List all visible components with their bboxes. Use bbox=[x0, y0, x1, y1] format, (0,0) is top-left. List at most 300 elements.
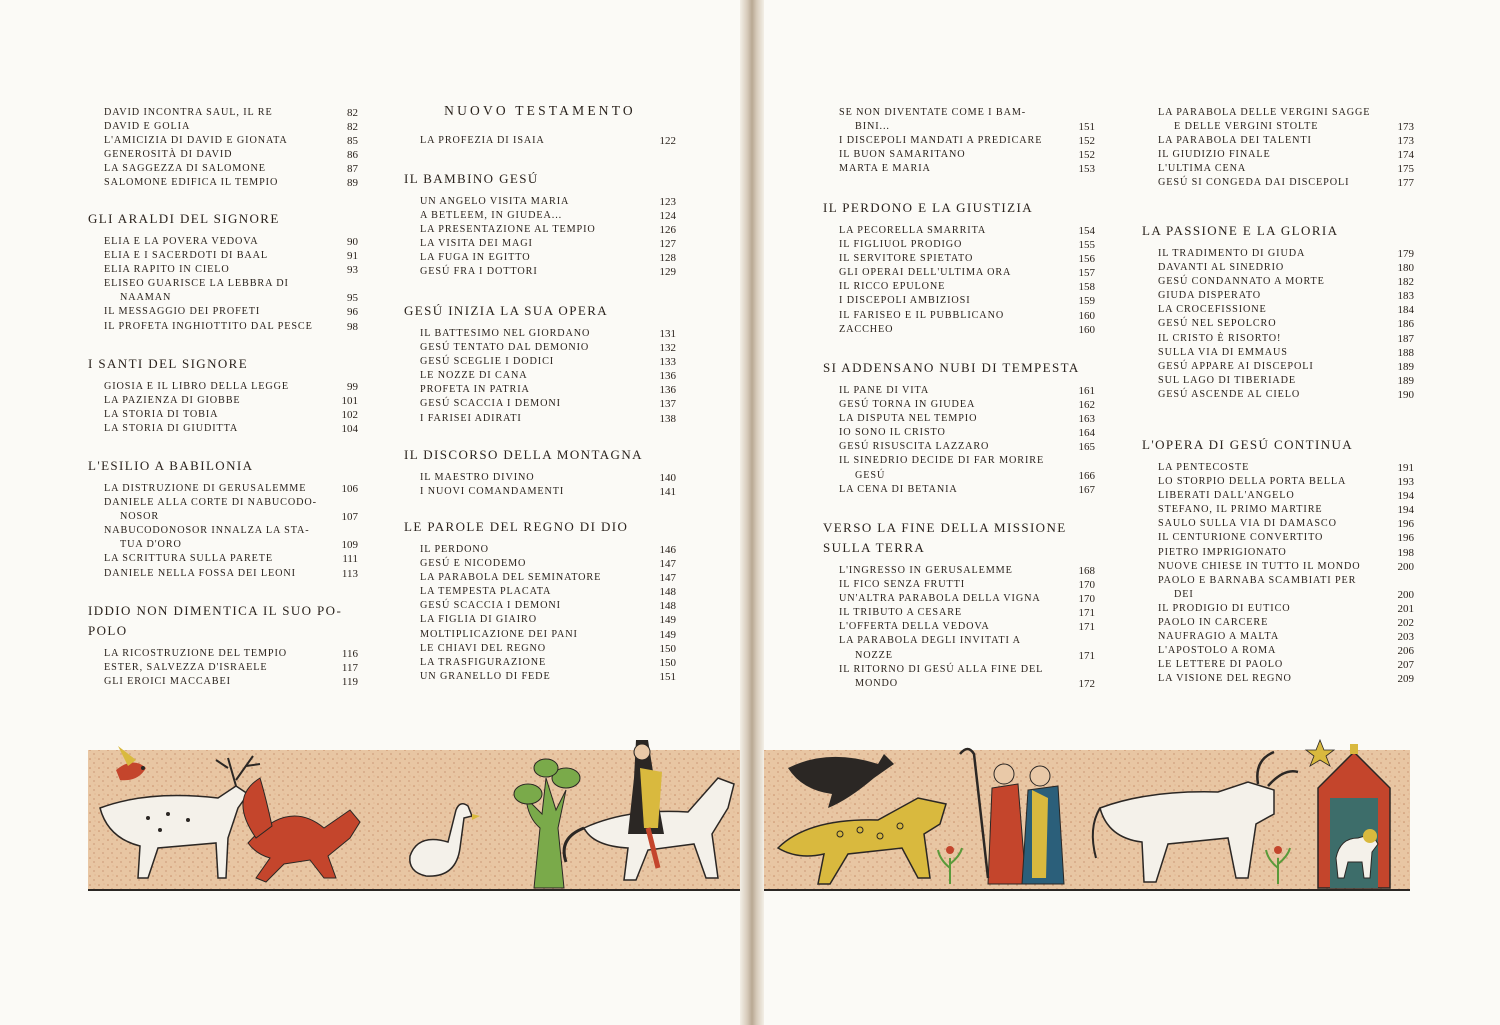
toc-entry[interactable] bbox=[420, 237, 676, 251]
toc-entry-title: LA TEMPESTA PLACATA bbox=[420, 586, 552, 598]
toc-page-number: 182 bbox=[1397, 276, 1414, 289]
toc-entry[interactable] bbox=[1158, 176, 1414, 190]
toc-entry-title: IL MAESTRO DIVINO bbox=[420, 472, 535, 483]
section-heading-continued: POLO bbox=[88, 623, 128, 638]
toc-section bbox=[823, 359, 1095, 497]
toc-page-number: 183 bbox=[1397, 290, 1414, 303]
toc-entry[interactable] bbox=[104, 263, 358, 277]
toc-page-number: 172 bbox=[1078, 677, 1095, 690]
toc-page-number: 113 bbox=[341, 567, 358, 580]
toc-entry[interactable] bbox=[420, 209, 676, 223]
toc-entry[interactable] bbox=[839, 294, 1095, 308]
toc-entry-list bbox=[404, 195, 676, 280]
toc-entry[interactable] bbox=[839, 483, 1095, 497]
toc-page-number: 163 bbox=[1078, 413, 1095, 426]
toc-section bbox=[1142, 436, 1414, 687]
toc-entry[interactable] bbox=[104, 249, 358, 263]
toc-entry[interactable] bbox=[1158, 134, 1414, 148]
toc-entry-list bbox=[1142, 106, 1414, 191]
toc-page-number: 162 bbox=[1078, 399, 1095, 412]
toc-entry-title: LO STORPIO DELLA PORTA BELLA bbox=[1158, 476, 1347, 488]
toc-entry[interactable] bbox=[420, 195, 676, 209]
toc-entry[interactable] bbox=[839, 120, 1095, 134]
toc-entry-title: LA PARABOLA DEI TALENTI bbox=[1158, 135, 1312, 147]
toc-entry[interactable] bbox=[420, 251, 676, 265]
toc-entry-title: GESÚ CONDANNATO A MORTE bbox=[1158, 276, 1325, 288]
toc-entry[interactable] bbox=[420, 543, 676, 557]
toc-page-number: 124 bbox=[659, 210, 676, 223]
toc-section bbox=[404, 170, 676, 280]
toc-entry-title: LA CENA DI BETANIA bbox=[839, 483, 958, 495]
toc-entry-title: DAVANTI AL SINEDRIO bbox=[1158, 262, 1285, 274]
toc-page-number: 152 bbox=[1078, 135, 1095, 148]
toc-entry[interactable] bbox=[1158, 560, 1414, 574]
toc-entry[interactable] bbox=[420, 613, 676, 627]
toc-page-number: 171 bbox=[1078, 607, 1095, 620]
toc-entry-title: GIUDA DISPERATO bbox=[1158, 290, 1262, 302]
toc-entry[interactable] bbox=[420, 585, 676, 599]
toc-entry-list bbox=[88, 235, 358, 334]
toc-page-number: 177 bbox=[1397, 177, 1414, 190]
toc-entry[interactable] bbox=[104, 510, 358, 524]
toc-entry[interactable] bbox=[104, 675, 358, 689]
toc-entry-title: LA RICOSTRUZIONE DEL TEMPIO bbox=[104, 648, 288, 659]
toc-page-number: 101 bbox=[341, 395, 358, 408]
toc-page-number: 160 bbox=[1078, 309, 1095, 322]
toc-entry[interactable] bbox=[1158, 602, 1414, 616]
toc-page-number: 167 bbox=[1078, 483, 1095, 496]
toc-entry-title: IL FIGLIUOL PRODIGO bbox=[839, 239, 963, 251]
toc-entry[interactable] bbox=[839, 384, 1095, 398]
toc-page-number: 122 bbox=[659, 135, 676, 147]
toc-entry[interactable] bbox=[104, 320, 358, 334]
toc-entry-title: NUOVE CHIESE IN TUTTO IL MONDO bbox=[1158, 560, 1361, 572]
toc-page-number: 119 bbox=[341, 676, 358, 689]
toc-entry-list bbox=[404, 134, 676, 148]
toc-entry-title: DEI bbox=[1174, 588, 1194, 600]
toc-entry[interactable] bbox=[104, 380, 358, 394]
toc-entry[interactable] bbox=[104, 120, 358, 134]
toc-page-number: 147 bbox=[659, 572, 676, 585]
toc-page-number: 99 bbox=[347, 381, 358, 393]
toc-entry-title: GESÚ RISUSCITA LAZZARO bbox=[839, 441, 990, 453]
toc-page-number: 179 bbox=[1397, 248, 1414, 260]
toc-entry-list bbox=[823, 224, 1095, 337]
toc-entry[interactable] bbox=[839, 564, 1095, 578]
toc-entry[interactable] bbox=[1158, 332, 1414, 346]
toc-entry[interactable] bbox=[104, 482, 358, 496]
toc-entry[interactable] bbox=[420, 223, 676, 237]
toc-entry[interactable] bbox=[839, 266, 1095, 280]
toc-page-number: 136 bbox=[659, 384, 676, 397]
toc-entry[interactable] bbox=[839, 620, 1095, 634]
toc-entry[interactable] bbox=[839, 412, 1095, 426]
section-heading: VERSO LA FINE DELLA MISSIONE bbox=[823, 520, 1067, 535]
toc-page-number: 107 bbox=[341, 511, 358, 524]
toc-entry-title: LA FUGA IN EGITTO bbox=[420, 252, 531, 264]
toc-entry-title: ESTER, SALVEZZA D'ISRAELE bbox=[104, 662, 268, 674]
toc-entry-title: A BETLEEM, IN GIUDEA... bbox=[420, 210, 563, 222]
toc-entry[interactable] bbox=[1158, 162, 1414, 176]
toc-entry[interactable] bbox=[1158, 247, 1414, 261]
toc-entry-title: LE NOZZE DI CANA bbox=[420, 370, 528, 382]
toc-entry[interactable] bbox=[1158, 388, 1414, 402]
toc-entry[interactable] bbox=[839, 634, 1095, 648]
toc-entry[interactable] bbox=[839, 592, 1095, 606]
toc-page-number: 156 bbox=[1078, 253, 1095, 266]
toc-section bbox=[1142, 106, 1414, 191]
toc-entry[interactable] bbox=[839, 224, 1095, 238]
toc-entry-title: I FARISEI ADIRATI bbox=[420, 412, 522, 424]
toc-page-number: 141 bbox=[659, 486, 676, 499]
toc-entry[interactable] bbox=[420, 412, 676, 426]
toc-entry-title: IL GIUDIZIO FINALE bbox=[1158, 149, 1271, 161]
toc-entry[interactable] bbox=[1158, 616, 1414, 630]
toc-entry-title: PIETRO IMPRIGIONATO bbox=[1158, 546, 1287, 558]
toc-page-number: 102 bbox=[341, 409, 358, 422]
toc-entry-title: LA STORIA DI GIUDITTA bbox=[104, 423, 239, 435]
toc-entry-title: LA PECORELLA SMARRITA bbox=[839, 225, 987, 236]
toc-entry-title: LA STORIA DI TOBIA bbox=[104, 409, 219, 421]
toc-entry-title: IL SINEDRIO DECIDE DI FAR MORIRE bbox=[839, 455, 1045, 467]
toc-entry-title: L'ULTIMA CENA bbox=[1158, 163, 1247, 175]
toc-entry[interactable] bbox=[1158, 461, 1414, 475]
toc-entry-title: IL RITORNO DI GESÚ ALLA FINE DEL bbox=[839, 663, 1044, 675]
toc-entry[interactable] bbox=[104, 176, 358, 190]
toc-entry-title: IL BUON SAMARITANO bbox=[839, 149, 966, 161]
toc-page-number: 148 bbox=[659, 600, 676, 613]
toc-entry[interactable] bbox=[1158, 588, 1414, 602]
toc-entry[interactable] bbox=[420, 656, 676, 670]
toc-page-number: 194 bbox=[1397, 490, 1414, 503]
toc-entry[interactable] bbox=[1158, 546, 1414, 560]
toc-section bbox=[823, 106, 1095, 176]
toc-page-number: 202 bbox=[1397, 617, 1414, 630]
toc-entry-title: LA DISPUTA NEL TEMPIO bbox=[839, 413, 978, 425]
section-heading: IL BAMBINO GESÚ bbox=[404, 171, 539, 186]
toc-entry[interactable] bbox=[1158, 531, 1414, 545]
toc-entry-title: IO SONO IL CRISTO bbox=[839, 427, 946, 439]
toc-entry-title: LA CROCEFISSIONE bbox=[1158, 304, 1267, 316]
toc-section bbox=[404, 302, 676, 426]
toc-page-number: 140 bbox=[659, 472, 676, 484]
toc-page-number: 201 bbox=[1397, 602, 1414, 615]
section-heading: GLI ARALDI DEL SIGNORE bbox=[88, 211, 280, 226]
toc-entry-title: GESÚ TENTATO DAL DEMONIO bbox=[420, 342, 590, 354]
toc-entry-title: SAULO SULLA VIA DI DAMASCO bbox=[1158, 518, 1337, 530]
toc-entry-title: IL FARISEO E IL PUBBLICANO bbox=[839, 309, 1005, 321]
toc-entry-title: GLI EROICI MACCABEI bbox=[104, 676, 231, 688]
section-heading: GESÚ INIZIA LA SUA OPERA bbox=[404, 303, 609, 318]
toc-page-number: 89 bbox=[347, 177, 358, 190]
toc-entry[interactable] bbox=[104, 422, 358, 436]
toc-entry[interactable] bbox=[104, 277, 358, 291]
toc-entry[interactable] bbox=[839, 134, 1095, 148]
toc-entry-title: GESÚ TORNA IN GIUDEA bbox=[839, 399, 976, 411]
toc-page-number: 82 bbox=[347, 121, 358, 134]
toc-entry-title: NOZZE bbox=[855, 649, 893, 661]
toc-entry-title: UN'ALTRA PARABOLA DELLA VIGNA bbox=[839, 593, 1041, 605]
toc-entry[interactable] bbox=[839, 323, 1095, 337]
toc-entry-title: DANIELE ALLA CORTE DI NABUCODO- bbox=[104, 497, 317, 509]
toc-entry-list bbox=[1142, 247, 1414, 402]
toc-entry-title: LA VISIONE DEL REGNO bbox=[1158, 673, 1292, 685]
toc-entry-list bbox=[88, 106, 358, 191]
toc-entry[interactable] bbox=[1158, 148, 1414, 162]
toc-entry[interactable] bbox=[839, 309, 1095, 323]
toc-entry[interactable] bbox=[420, 471, 676, 485]
section-heading: L'OPERA DI GESÚ CONTINUA bbox=[1142, 437, 1354, 452]
toc-entry[interactable] bbox=[420, 628, 676, 642]
toc-entry-list bbox=[88, 380, 358, 436]
toc-entry[interactable] bbox=[839, 398, 1095, 412]
toc-entry-title: SULLA VIA DI EMMAUS bbox=[1158, 346, 1288, 358]
toc-entry[interactable] bbox=[839, 162, 1095, 176]
toc-page-number: 87 bbox=[347, 163, 358, 176]
toc-entry-title: UN ANGELO VISITA MARIA bbox=[420, 196, 570, 207]
toc-entry[interactable] bbox=[420, 485, 676, 499]
toc-entry-title: L'INGRESSO IN GERUSALEMME bbox=[839, 565, 1013, 576]
toc-page-number: 85 bbox=[347, 135, 358, 148]
toc-page-number: 187 bbox=[1397, 332, 1414, 345]
toc-entry[interactable] bbox=[1158, 289, 1414, 303]
toc-page-number: 96 bbox=[347, 306, 358, 319]
toc-page-number: 196 bbox=[1397, 532, 1414, 545]
toc-entry[interactable] bbox=[104, 148, 358, 162]
toc-page-number: 164 bbox=[1078, 427, 1095, 440]
toc-entry-title: I NUOVI COMANDAMENTI bbox=[420, 486, 565, 498]
toc-entry[interactable] bbox=[104, 567, 358, 581]
toc-entry[interactable] bbox=[1158, 275, 1414, 289]
toc-entry-title: NAUFRAGIO A MALTA bbox=[1158, 631, 1280, 643]
toc-entry[interactable] bbox=[420, 134, 676, 148]
toc-entry[interactable] bbox=[839, 148, 1095, 162]
section-heading-continued: SULLA TERRA bbox=[823, 540, 926, 555]
toc-entry[interactable] bbox=[839, 440, 1095, 454]
toc-entry-title: GESÚ SCACCIA I DEMONI bbox=[420, 600, 561, 612]
toc-page-number: 133 bbox=[659, 356, 676, 369]
toc-page-number: 198 bbox=[1397, 546, 1414, 559]
toc-entry[interactable] bbox=[1158, 106, 1414, 120]
toc-entry[interactable] bbox=[1158, 672, 1414, 686]
toc-page-number: 160 bbox=[1078, 323, 1095, 336]
toc-entry[interactable] bbox=[1158, 503, 1414, 517]
toc-entry[interactable] bbox=[1158, 644, 1414, 658]
toc-page-number: 165 bbox=[1078, 441, 1095, 454]
toc-entry-title: IL CRISTO È RISORTO! bbox=[1158, 332, 1282, 344]
toc-entry[interactable] bbox=[1158, 517, 1414, 531]
toc-entry[interactable] bbox=[1158, 374, 1414, 388]
toc-entry-title: MONDO bbox=[855, 677, 898, 689]
toc-entry[interactable] bbox=[420, 341, 676, 355]
toc-entry[interactable] bbox=[839, 649, 1095, 663]
toc-entry[interactable] bbox=[104, 134, 358, 148]
toc-entry-title: TUA D'ORO bbox=[120, 539, 182, 551]
toc-entry[interactable] bbox=[1158, 630, 1414, 644]
toc-entry[interactable] bbox=[104, 106, 358, 120]
toc-entry[interactable] bbox=[104, 305, 358, 319]
toc-entry[interactable] bbox=[420, 355, 676, 369]
toc-section bbox=[88, 457, 358, 581]
toc-entry[interactable] bbox=[839, 280, 1095, 294]
section-heading: L'ESILIO A BABILONIA bbox=[88, 458, 254, 473]
toc-page-number: 93 bbox=[347, 264, 358, 277]
toc-page-number: 171 bbox=[1078, 649, 1095, 662]
toc-entry[interactable] bbox=[420, 557, 676, 571]
toc-page-number: 159 bbox=[1078, 295, 1095, 308]
toc-entry[interactable] bbox=[839, 454, 1095, 468]
toc-entry-title: MARTA E MARIA bbox=[839, 163, 931, 175]
toc-entry[interactable] bbox=[839, 252, 1095, 266]
toc-entry[interactable] bbox=[839, 106, 1095, 120]
toc-entry[interactable] bbox=[839, 663, 1095, 677]
toc-entry-title: GESÚ FRA I DOTTORI bbox=[420, 266, 538, 278]
toc-entry-title: GESÚ E NICODEMO bbox=[420, 558, 527, 570]
toc-page-number: 196 bbox=[1397, 518, 1414, 531]
toc-entry[interactable] bbox=[420, 571, 676, 585]
toc-entry-title: GESÚ SCEGLIE I DODICI bbox=[420, 356, 555, 368]
toc-entry[interactable] bbox=[104, 408, 358, 422]
toc-page-number: 149 bbox=[659, 628, 676, 641]
toc-page-number: 188 bbox=[1397, 346, 1414, 359]
toc-section bbox=[1142, 222, 1414, 402]
toc-entry[interactable] bbox=[104, 647, 358, 661]
illustrated-frieze bbox=[88, 738, 1410, 900]
toc-entry-title: IL TRIBUTO A CESARE bbox=[839, 607, 963, 619]
toc-entry-title: L'APOSTOLO A ROMA bbox=[1158, 645, 1277, 657]
section-heading: IL PERDONO E LA GIUSTIZIA bbox=[823, 200, 1033, 215]
toc-entry-title: GENEROSITÀ DI DAVID bbox=[104, 149, 233, 161]
toc-entry[interactable] bbox=[104, 524, 358, 538]
toc-entry[interactable] bbox=[420, 369, 676, 383]
toc-entry-title: IL BATTESIMO NEL GIORDANO bbox=[420, 328, 591, 339]
toc-entry[interactable] bbox=[420, 327, 676, 341]
toc-entry[interactable] bbox=[839, 677, 1095, 691]
toc-entry-title: NOSOR bbox=[120, 511, 160, 523]
toc-entry-list bbox=[88, 647, 358, 689]
toc-entry[interactable] bbox=[420, 642, 676, 656]
toc-entry-list bbox=[404, 327, 676, 426]
toc-page-number: 158 bbox=[1078, 281, 1095, 294]
toc-page-number: 173 bbox=[1397, 121, 1414, 134]
toc-page-number: 150 bbox=[659, 642, 676, 655]
toc-entry-title: ELIA E LA POVERA VEDOVA bbox=[104, 236, 259, 247]
toc-entry[interactable] bbox=[839, 469, 1095, 483]
toc-entry-title: IL TRADIMENTO DI GIUDA bbox=[1158, 248, 1306, 259]
toc-entry[interactable] bbox=[104, 291, 358, 305]
toc-page-number: 153 bbox=[1078, 163, 1095, 176]
toc-entry[interactable] bbox=[104, 538, 358, 552]
toc-entry[interactable] bbox=[839, 426, 1095, 440]
toc-entry[interactable] bbox=[420, 670, 676, 684]
toc-entry-title: UN GRANELLO DI FEDE bbox=[420, 670, 551, 682]
toc-entry[interactable] bbox=[420, 265, 676, 279]
toc-entry-title: IL PRODIGIO DI EUTICO bbox=[1158, 602, 1291, 614]
toc-entry-list bbox=[1142, 461, 1414, 687]
toc-page-number: 154 bbox=[1078, 225, 1095, 237]
toc-entry-title: GESÚ ASCENDE AL CIELO bbox=[1158, 388, 1301, 400]
toc-entry-title: IL PROFETA INGHIOTTITO DAL PESCE bbox=[104, 320, 313, 332]
toc-entry[interactable] bbox=[104, 235, 358, 249]
toc-entry[interactable] bbox=[1158, 360, 1414, 374]
toc-entry-title: LA FIGLIA DI GIAIRO bbox=[420, 614, 537, 626]
toc-entry-title: MOLTIPLICAZIONE DEI PANI bbox=[420, 628, 578, 640]
toc-entry[interactable] bbox=[1158, 317, 1414, 331]
toc-page-number: 193 bbox=[1397, 476, 1414, 489]
toc-entry[interactable] bbox=[1158, 489, 1414, 503]
toc-entry[interactable] bbox=[104, 162, 358, 176]
toc-page-number: 207 bbox=[1397, 659, 1414, 672]
toc-entry-title: PROFETA IN PATRIA bbox=[420, 384, 530, 396]
toc-entry[interactable] bbox=[1158, 475, 1414, 489]
toc-entry-list bbox=[823, 564, 1095, 691]
section-heading: SI ADDENSANO NUBI DI TEMPESTA bbox=[823, 360, 1080, 375]
toc-page-number: 189 bbox=[1397, 360, 1414, 373]
toc-page-number: 106 bbox=[341, 483, 358, 495]
toc-entry[interactable] bbox=[420, 599, 676, 613]
toc-entry-title: LA PARABOLA DEL SEMINATORE bbox=[420, 572, 602, 584]
section-heading: IDDIO NON DIMENTICA IL SUO PO- bbox=[88, 603, 343, 618]
toc-page-number: 104 bbox=[341, 423, 358, 436]
toc-section bbox=[404, 102, 676, 148]
toc-entry[interactable] bbox=[420, 397, 676, 411]
toc-entry-title: L'AMICIZIA DI DAVID E GIONATA bbox=[104, 135, 288, 147]
toc-entry[interactable] bbox=[839, 238, 1095, 252]
toc-entry[interactable] bbox=[1158, 303, 1414, 317]
toc-entry[interactable] bbox=[839, 606, 1095, 620]
toc-entry[interactable] bbox=[104, 552, 358, 566]
toc-entry-title: IL RICCO EPULONE bbox=[839, 281, 946, 293]
toc-entry[interactable] bbox=[1158, 574, 1414, 588]
toc-page-number: 95 bbox=[347, 292, 358, 305]
toc-section bbox=[404, 446, 676, 499]
toc-entry-title: DANIELE NELLA FOSSA DEI LEONI bbox=[104, 567, 296, 579]
toc-entry[interactable] bbox=[104, 496, 358, 510]
toc-entry[interactable] bbox=[104, 661, 358, 675]
toc-entry[interactable] bbox=[1158, 346, 1414, 360]
toc-entry-title: LA PRESENTAZIONE AL TEMPIO bbox=[420, 224, 596, 236]
toc-page-number: 152 bbox=[1078, 149, 1095, 162]
toc-entry[interactable] bbox=[1158, 120, 1414, 134]
toc-entry-title: IL PANE DI VITA bbox=[839, 385, 930, 396]
toc-section bbox=[823, 199, 1095, 337]
toc-page-number: 209 bbox=[1397, 673, 1414, 686]
toc-entry-title: GESÚ bbox=[855, 469, 886, 481]
toc-entry[interactable] bbox=[839, 578, 1095, 592]
toc-entry[interactable] bbox=[1158, 658, 1414, 672]
toc-page-number: 126 bbox=[659, 224, 676, 237]
toc-page-number: 90 bbox=[347, 236, 358, 248]
toc-page-number: 200 bbox=[1397, 588, 1414, 601]
toc-entry-list bbox=[88, 482, 358, 581]
section-heading: IL DISCORSO DELLA MONTAGNA bbox=[404, 447, 643, 462]
toc-entry-title: NAAMAN bbox=[120, 292, 172, 304]
toc-page-number: 174 bbox=[1397, 149, 1414, 162]
toc-section bbox=[88, 210, 358, 334]
toc-entry-title: IL CENTURIONE CONVERTITO bbox=[1158, 532, 1324, 544]
toc-page-number: 194 bbox=[1397, 504, 1414, 517]
toc-page-number: 149 bbox=[659, 614, 676, 627]
toc-entry[interactable] bbox=[104, 394, 358, 408]
toc-page-number: 184 bbox=[1397, 304, 1414, 317]
toc-entry-title: LA DISTRUZIONE DI GERUSALEMME bbox=[104, 483, 307, 494]
toc-entry-title: LA PARABOLA DEGLI INVITATI A bbox=[839, 635, 1021, 647]
toc-entry[interactable] bbox=[1158, 261, 1414, 275]
toc-section bbox=[88, 602, 358, 689]
toc-entry-title: L'OFFERTA DELLA VEDOVA bbox=[839, 621, 990, 633]
toc-page-number: 180 bbox=[1397, 262, 1414, 275]
toc-entry[interactable] bbox=[420, 383, 676, 397]
